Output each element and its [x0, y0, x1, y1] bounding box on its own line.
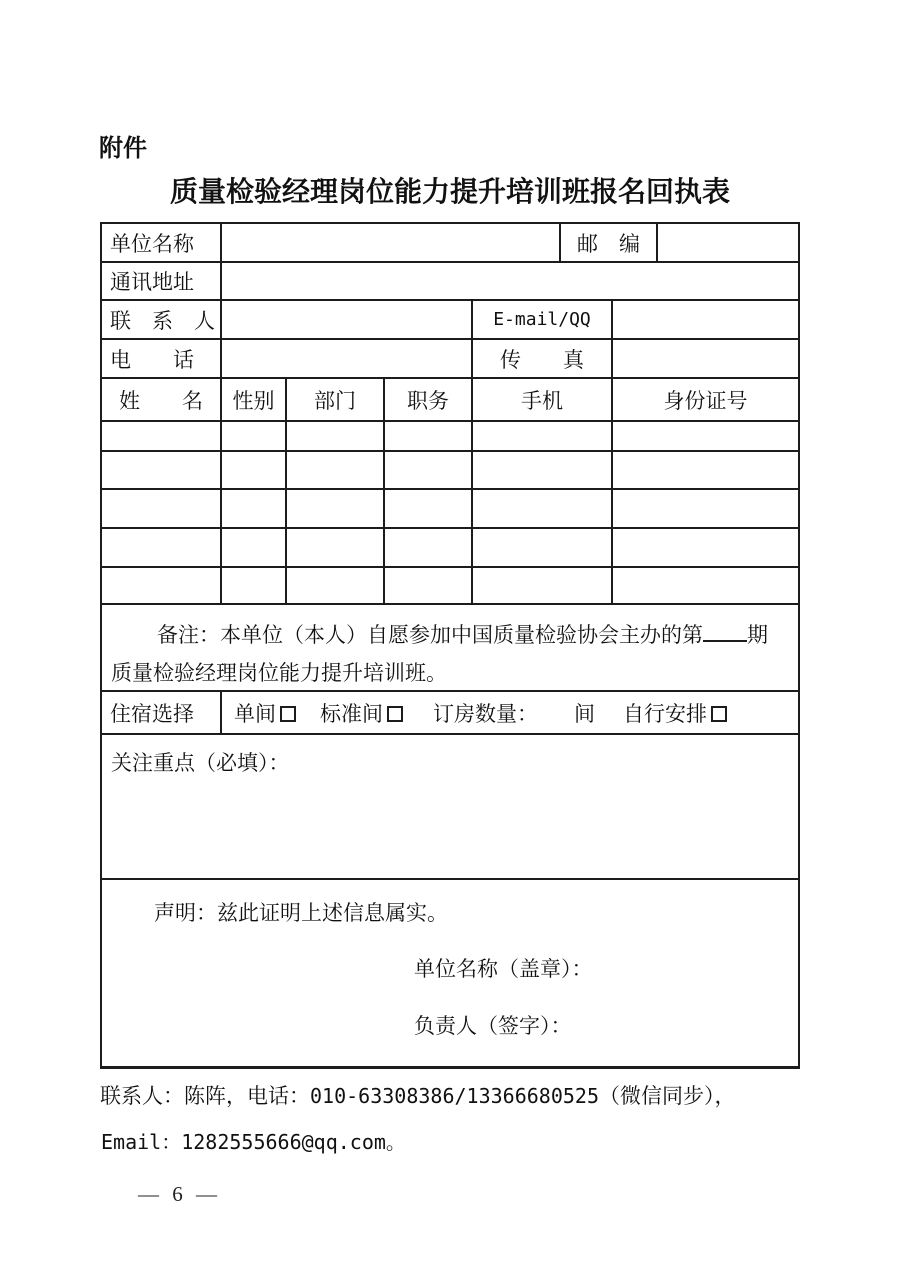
empty-cell	[287, 529, 385, 566]
empty-cell	[473, 529, 613, 566]
footer-email-address: 1282555666@qq.com。	[181, 1130, 406, 1154]
unit-name-label: 单位名称	[102, 224, 222, 261]
row-contact	[102, 301, 798, 340]
declaration-statement: 声明：兹此证明上述信息属实。	[154, 901, 448, 925]
phone-blank-cell	[222, 340, 473, 377]
email-qq-blank-cell	[613, 301, 798, 338]
roster-header-row	[102, 379, 798, 422]
focus-row	[102, 735, 798, 880]
attachment-label: 附件	[99, 135, 147, 162]
phone-label: 电 话	[102, 340, 222, 377]
empty-cell	[102, 422, 222, 450]
postal-code-blank-cell	[658, 224, 798, 261]
row-phone	[102, 340, 798, 379]
accommodation-options	[222, 692, 798, 733]
address-blank-cell	[222, 263, 798, 299]
empty-cell	[222, 422, 287, 450]
roster-empty-row	[102, 490, 798, 529]
empty-cell	[222, 529, 287, 566]
roster-header-name: 姓 名	[102, 379, 222, 420]
empty-cell	[222, 452, 287, 488]
empty-cell	[385, 529, 473, 566]
empty-cell	[613, 490, 798, 527]
empty-cell	[102, 490, 222, 527]
footer-email-line: Email：1282555666@qq.com。	[101, 1130, 406, 1154]
empty-cell	[473, 422, 613, 450]
empty-cell	[613, 422, 798, 450]
unit-seal-label: 单位名称（盖章）：	[414, 957, 593, 981]
remark-line1: 备注：本单位（本人）自愿参加中国质量检验协会主办的第 期	[157, 623, 768, 647]
footer-phone-number: 010-63308386/13366680525	[310, 1084, 599, 1108]
roster-header-mobile: 手机	[473, 379, 613, 420]
empty-cell	[287, 422, 385, 450]
roster-header-department: 部门	[287, 379, 385, 420]
roster-empty-row	[102, 422, 798, 452]
empty-cell	[473, 568, 613, 603]
room-quantity-unit: 间	[574, 701, 595, 726]
row-unit-name	[102, 224, 798, 263]
empty-cell	[102, 568, 222, 603]
contact-blank-cell	[222, 301, 473, 338]
empty-cell	[287, 452, 385, 488]
email-qq-label: E-mail/QQ	[473, 301, 613, 338]
postal-code-label: 邮 编	[561, 224, 658, 261]
address-label: 通讯地址	[102, 263, 222, 299]
unit-name-blank-cell	[222, 224, 561, 261]
fax-blank-cell	[613, 340, 798, 377]
remark-line2: 质量检验经理岗位能力提升培训班。	[111, 661, 447, 685]
roster-header-position: 职务	[385, 379, 473, 420]
empty-cell	[385, 452, 473, 488]
page-number: — 6 —	[138, 1182, 221, 1206]
empty-cell	[385, 490, 473, 527]
standard-room-checkbox	[387, 706, 403, 722]
contact-label: 联 系 人	[102, 301, 222, 338]
empty-cell	[287, 490, 385, 527]
empty-cell	[222, 490, 287, 527]
accommodation-label: 住宿选择	[102, 692, 222, 733]
footer-contact-line: 联系人：陈阵，电话：010-63308386/13366680525（微信同步），	[100, 1084, 736, 1108]
empty-cell	[385, 422, 473, 450]
session-number-blank	[703, 621, 747, 642]
registration-form-table	[100, 222, 800, 1069]
empty-cell	[613, 452, 798, 488]
roster-empty-row	[102, 529, 798, 568]
accommodation-row	[102, 692, 798, 735]
signature-label: 负责人（签字）：	[414, 1014, 572, 1038]
single-room-option: 单间	[234, 698, 296, 728]
empty-cell	[102, 452, 222, 488]
room-quantity-label: 订房数量：	[433, 701, 538, 726]
focus-cell	[102, 735, 798, 878]
roster-empty-row	[102, 568, 798, 605]
remark-row	[102, 605, 798, 692]
remark-cell	[102, 605, 798, 690]
empty-cell	[473, 452, 613, 488]
self-arrange-checkbox	[711, 706, 727, 722]
page-title: 质量检验经理岗位能力提升培训班报名回执表	[169, 177, 730, 208]
roster-header-id-number: 身份证号	[663, 388, 748, 413]
empty-cell	[385, 568, 473, 603]
fax-label: 传 真	[473, 340, 613, 377]
empty-cell	[613, 568, 798, 603]
empty-cell	[287, 568, 385, 603]
empty-cell	[473, 490, 613, 527]
roster-empty-row	[102, 452, 798, 490]
row-address	[102, 263, 798, 301]
declaration-cell	[102, 880, 798, 1066]
date-label	[102, 1064, 798, 1066]
empty-cell	[102, 529, 222, 566]
focus-label: 关注重点（必填）：	[111, 751, 290, 775]
single-room-checkbox	[280, 706, 296, 722]
empty-cell	[613, 529, 798, 566]
empty-cell	[222, 568, 287, 603]
roster-header-gender: 性别	[222, 379, 287, 420]
self-arrange-option: 自行安排	[623, 698, 727, 728]
declaration-row	[102, 880, 798, 1066]
standard-room-option: 标准间	[320, 698, 403, 728]
